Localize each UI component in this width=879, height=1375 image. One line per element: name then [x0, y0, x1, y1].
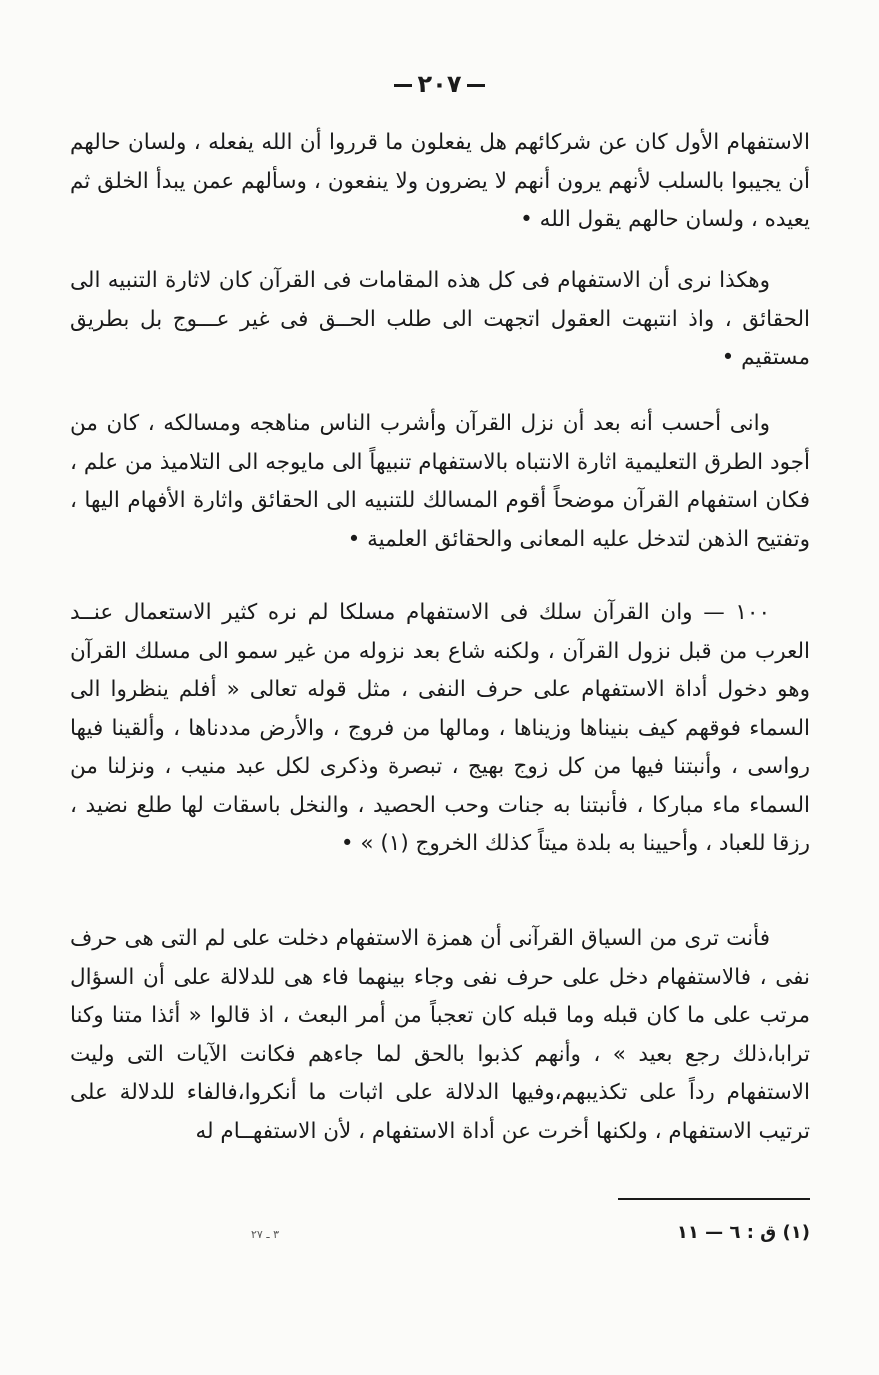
page-number-dash-left: [394, 84, 412, 87]
paragraph-5: [70, 920, 810, 1151]
paragraph-text: وهكذا نرى أن الاستفهام فى كل هذه المقامات فى القرآن كان لاثارة التنبيه الى الحقائق ، واذ انتبهت العقول اتجهت الى طلب الحــق فى غير عـــوج بل بطريق مستقيم •: [70, 268, 810, 370]
footnote: (١) ق : ٦ — ١١: [676, 1222, 810, 1243]
page-number-text: ٢٠٧: [417, 70, 462, 98]
paragraph-4: [70, 594, 810, 864]
paragraph-text: ١٠٠ — وان القرآن سلك فى الاستفهام مسلكا لم نره كثير الاستعمال عنــد العرب من قبل نزول القرآن ، ولكنه شاع بعد نزوله من غير سمو الى مسلك القرآن وهو دخول أداة الاستفهام على حرف النفى ، مثل قوله تعالى « أفلم ينظروا الى السماء فوقهم كيف بنيناها وزيناها ، ومالها من فروج ، والأرض مددناها ، وألقينا فيها رواسى ، وأنبتنا فيها من كل زوج بهيج ، تبصرة وذكرى لكل عبد منيب ، ونزلنا من السماء ماء مباركا ، فأنبتنا به جنات وحب الحصيد ، والنخل باسقات لها طلع نضيد ، رزقا للعباد ، وأحيينا به بلدة ميتاً كذلك الخروج (١) » •: [70, 600, 810, 856]
page-number-dash-right: [467, 84, 485, 87]
paragraph-text: فأنت ترى من السياق القرآنى أن همزة الاستفهام دخلت على لم التى هى حرف نفى ، فالاستفهام دخل على حرف نفى وجاء بينهما فاء هى للدلالة على أن السؤال مرتب على ما كان قبله وما قبله كان تعجباً من أمر البعث ، اذ قالوا « أئذا متنا وكنا ترابا،ذلك رجع بعيد » ، وأنهم كذبوا بالحق لما جاءهم فكانت الآيات التى وليت الاستفهام رداً على تكذيبهم،وفيها الدلالة على اثبات ما أنكروا،فالفاء للدلالة على ترتيب الاستفهام ، ولكنها أخرت عن أداة الاستفهام ، لأن الاستفهــام له: [70, 926, 810, 1144]
page-number: [0, 70, 879, 98]
footnote-divider: [618, 1198, 810, 1200]
paragraph-text: وانى أحسب أنه بعد أن نزل القرآن وأشرب الناس مناهجه ومسالكه ، كان من أجود الطرق التعليمية اثارة الانتباه بالاستفهام تنبيهاً الى مايوجه الى التلاميذ من علم ، فكان استفهام القرآن موضحاً أقوم المسالك للتنبيه الى الحقائق واثارة الأفهام اليها ، وتفتيح الذهن لتدخل عليه المعانى والحقائق العلمية •: [70, 411, 810, 552]
paragraph-3: [70, 405, 810, 559]
paragraph-2: [70, 262, 810, 378]
paragraph-1: [70, 124, 810, 240]
printer-signature-mark: ٣ ـ ٢٧: [251, 1228, 279, 1241]
paragraph-text: الاستفهام الأول كان عن شركائهم هل يفعلون ما قرروا أن الله يفعله ، ولسان حالهم أن يجيبوا بالسلب لأنهم يرون أنهم لا يضرون ولا ينفعون ، وسألهم عمن يبدأ الخلق ثم يعيده ، ولسان حالهم يقول الله •: [70, 130, 810, 232]
